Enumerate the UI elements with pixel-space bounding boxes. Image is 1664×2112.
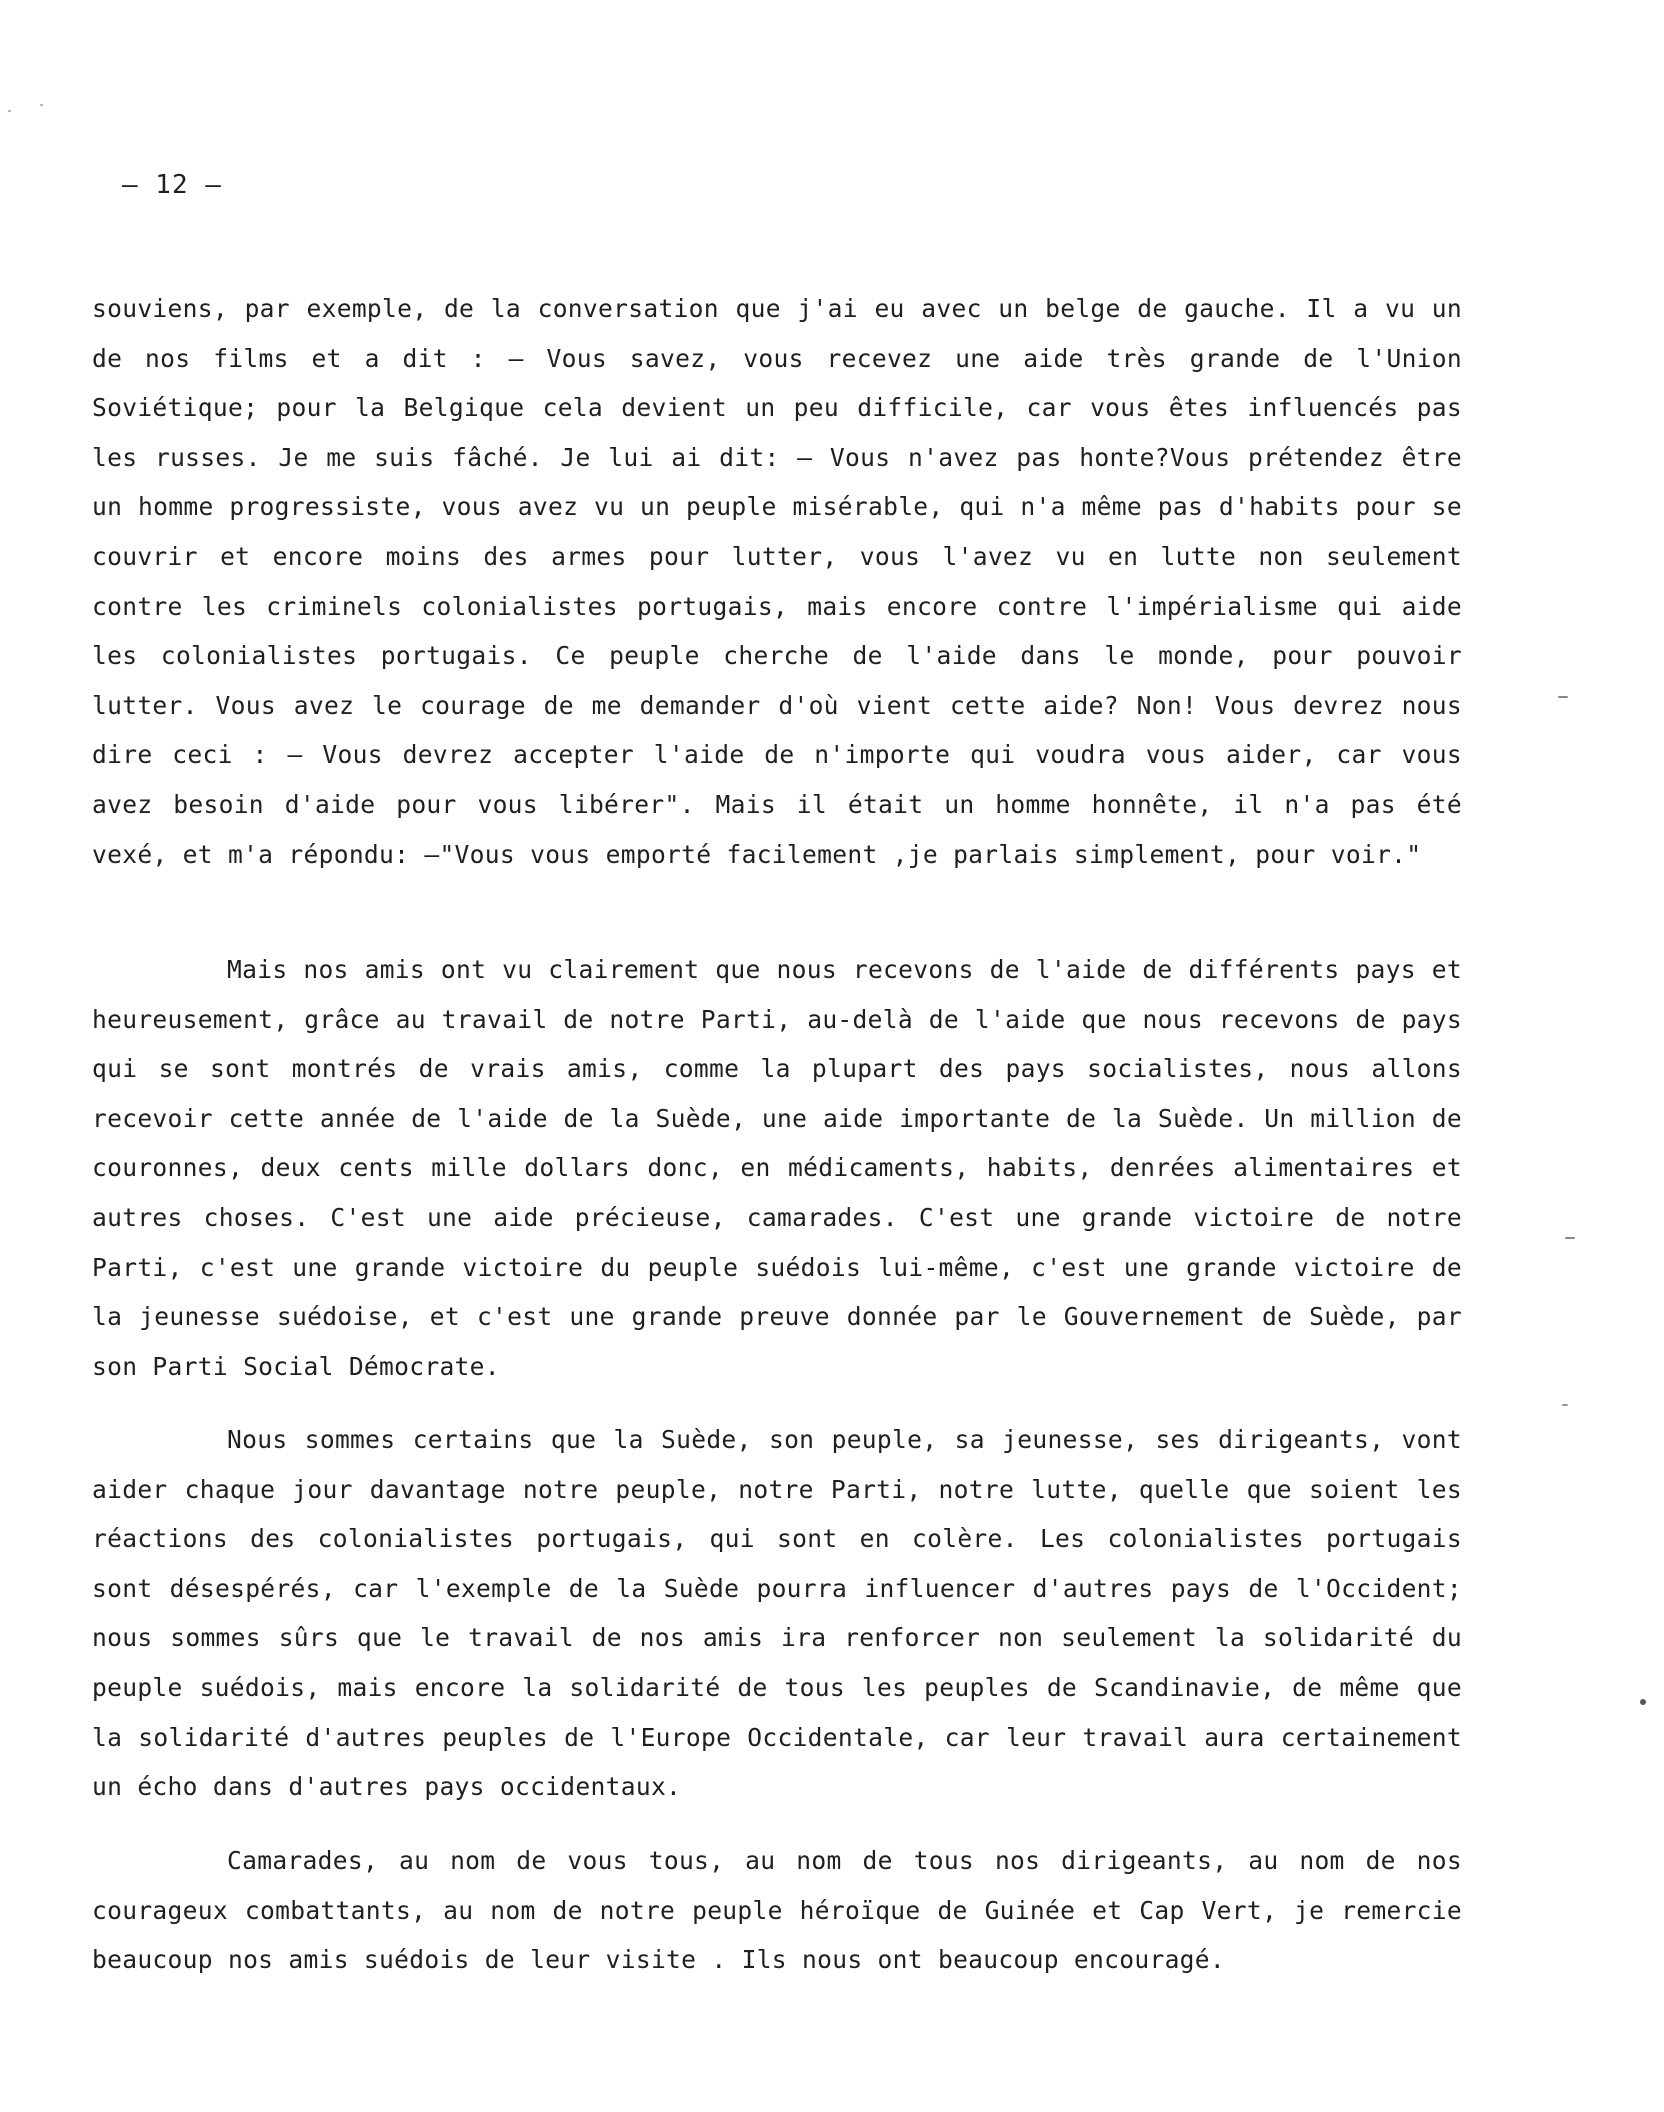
scan-speck xyxy=(8,110,11,112)
scan-speck xyxy=(1640,1699,1646,1705)
paragraph-3 xyxy=(92,1415,1462,1812)
paragraph-2 xyxy=(92,945,1462,1391)
scan-speck xyxy=(1558,696,1568,698)
scan-speck xyxy=(1565,1237,1575,1239)
scan-speck xyxy=(40,104,43,106)
paragraph-text: souviens, par exemple, de la conversation que j'ai eu avec un belge de gauche. Il a vu un de nos films et a dit : – Vous savez, vous recevez une aide très grande de l'Union Soviétique; pour la Belgique cela devient un peu difficile, car vous êtes influencés pas les russes. Je me suis fâché. Je lui ai dit: – Vous n'avez pas honte?Vous prétendez être un homme progressiste, vous avez vu un peuple misérable, qui n'a même pas d'habits pour se couvrir et encore moins des armes pour lutter, vous l'avez vu en lutte non seulement contre les criminels colonialistes portugais, mais encore contre l'impérialisme qui aide les colonialistes portugais. Ce peuple cherche de l'aide dans le monde, pour pouvoir lutter. Vous avez le courage de me demander d'où vient cette aide? Non! Vous devrez nous dire ceci : – Vous devrez accepter l'aide de n'importe qui voudra vous aider, car vous avez besoin d'aide pour vous libérer". Mais il était un homme honnête, il n'a pas été vexé, et m'a répondu: –"Vous vous emporté facilement ,je parlais simplement, pour voir." xyxy=(92,294,1462,869)
paragraph-4 xyxy=(92,1836,1462,1985)
paragraph-1 xyxy=(92,284,1462,879)
paragraph-text: Nous sommes certains que la Suède, son peuple, sa jeunesse, ses dirigeants, vont aider chaque jour davantage notre peuple, notre Parti, notre lutte, quelle que soient les réactions des colonialistes portugais, qui sont en colère. Les colonialistes portugais sont désespérés, car l'exemple de la Suède pourra influencer d'autres pays de l'Occident; nous sommes sûrs que le travail de nos amis ira renforcer non seulement la solidarité du peuple suédois, mais encore la solidarité de tous les peuples de Scandinavie, de même que la solidarité d'autres peuples de l'Europe Occidentale, car leur travail aura certainement un écho dans d'autres pays occidentaux. xyxy=(92,1425,1462,1802)
page-number: – 12 – xyxy=(122,170,222,200)
paragraph-text: Mais nos amis ont vu clairement que nous recevons de l'aide de différents pays et heureusement, grâce au travail de notre Parti, au-delà de l'aide que nous recevons de pays qui se sont montrés de vrais amis, comme la plupart des pays socialistes, nous allons recevoir cette année de l'aide de la Suède, une aide importante de la Suède. Un million de couronnes, deux cents mille dollars donc, en médicaments, habits, denrées alimentaires et autres choses. C'est une aide précieuse, camarades. C'est une grande victoire de notre Parti, c'est une grande victoire du peuple suédois lui-même, c'est une grande victoire de la jeunesse suédoise, et c'est une grande preuve donnée par le Gouvernement de Suède, par son Parti Social Démocrate. xyxy=(92,955,1462,1381)
scan-speck xyxy=(1562,1404,1568,1406)
paragraph-text: Camarades, au nom de vous tous, au nom de tous nos dirigeants, au nom de nos courageux combattants, au nom de notre peuple héroïque de Guinée et Cap Vert, je remercie beaucoup nos amis suédois de leur visite . Ils nous ont beaucoup encouragé. xyxy=(92,1846,1462,1975)
